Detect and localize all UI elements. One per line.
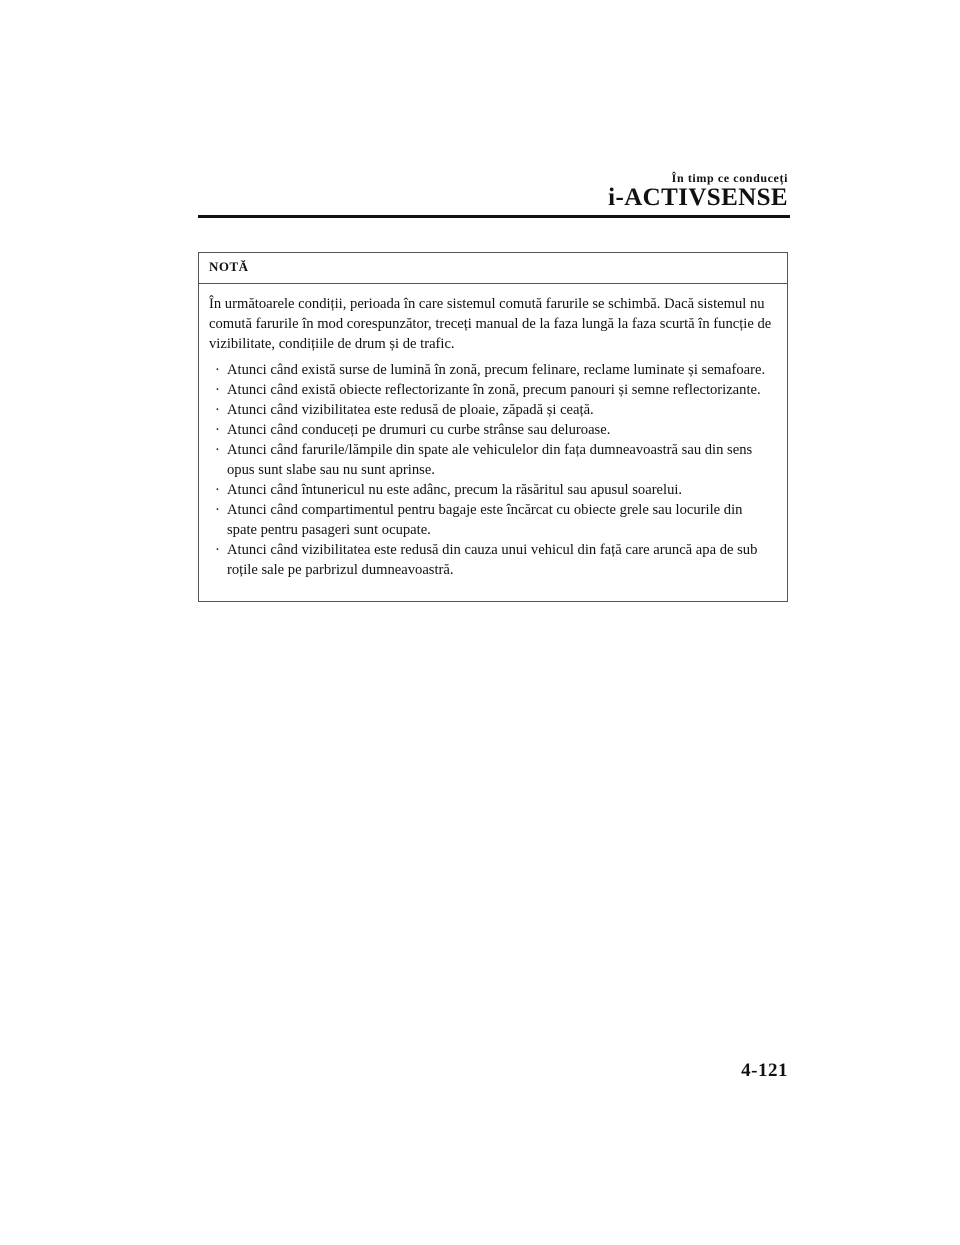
bullet-icon: · (215, 382, 220, 398)
list-item-text: Atunci când compartimentul pentru bagaje este încărcat cu obiecte grele sau locurile din spate pentru pasageri sunt ocupate. (227, 502, 743, 538)
bullet-icon: · (215, 482, 220, 498)
list-item-text: Atunci când există obiecte reflectorizante în zonă, precum panouri și semne reflectorizante. (227, 382, 761, 398)
list-item (213, 420, 775, 440)
note-heading: NOTĂ (199, 253, 787, 284)
list-item-text: Atunci când farurile/lămpile din spate ale vehiculelor din fața dumneavoastră sau din sens opus sunt slabe sau nu sunt aprinse. (227, 442, 753, 478)
bullet-icon: · (215, 402, 220, 418)
note-box (198, 252, 788, 602)
list-item (213, 540, 775, 580)
chapter-title: i-ACTIVSENSE (608, 184, 788, 211)
list-item-text: Atunci când vizibilitatea este redusă din cauza unui vehicul din față care aruncă apa de sub roțile sale pe parbrizul dumneavoastră. (227, 542, 758, 578)
bullet-icon: · (215, 362, 220, 378)
list-item (213, 480, 775, 500)
list-item-text: Atunci când vizibilitatea este redusă de ploaie, zăpadă și ceață. (227, 402, 594, 418)
section-title: În timp ce conduceți (671, 171, 788, 185)
bullet-icon: · (215, 422, 220, 438)
header-divider (198, 215, 790, 218)
list-item (213, 440, 775, 480)
note-intro: În următoarele condiții, perioada în care sistemul comută farurile se schimbă. Dacă sistemul nu comută farurile în mod corespunzător, treceți manual de la faza lungă la faza scurtă în funcție de vizibilitate, condițiile de drum și de trafic. (209, 296, 772, 352)
bullet-icon: · (215, 502, 220, 518)
page-number: 4-121 (741, 1060, 788, 1081)
list-item-text: Atunci când conduceți pe drumuri cu curbe strânse sau deluroase. (227, 422, 611, 438)
note-list (209, 360, 775, 580)
list-item (213, 360, 775, 380)
list-item (213, 400, 775, 420)
list-item (213, 380, 775, 400)
note-body (199, 284, 787, 580)
list-item (213, 500, 775, 540)
list-item-text: Atunci când există surse de lumină în zonă, precum felinare, reclame luminate și semafoare. (227, 362, 766, 378)
bullet-icon: · (215, 442, 220, 458)
list-item-text: Atunci când întunericul nu este adânc, precum la răsăritul sau apusul soarelui. (227, 482, 683, 498)
bullet-icon: · (215, 542, 220, 558)
